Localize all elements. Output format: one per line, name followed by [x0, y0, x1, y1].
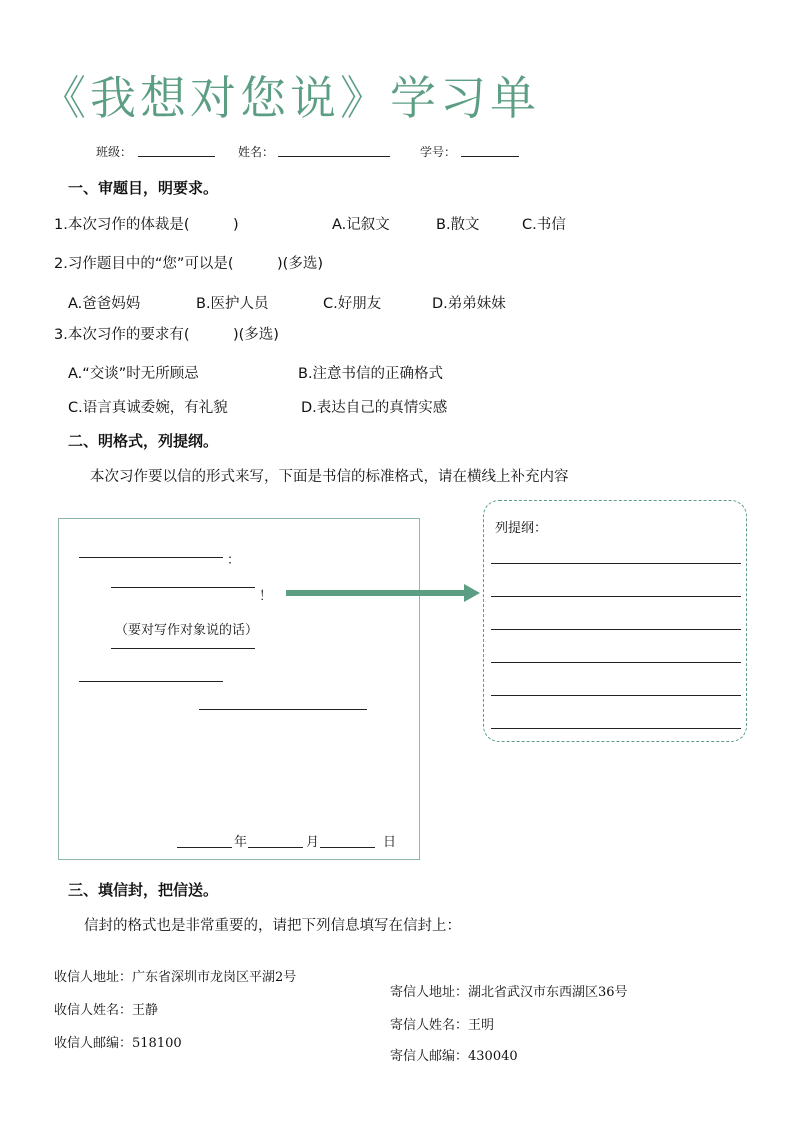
recipient-name: 收信人姓名：王静	[54, 1003, 159, 1018]
body-hint: （要对写作对象说的话）	[115, 623, 259, 638]
salutation-colon: ：	[227, 553, 241, 568]
q1-option-b: B.散文	[436, 217, 480, 233]
month-label: 月	[306, 835, 320, 850]
q2-option-c: C.好朋友	[323, 296, 382, 312]
greeting-exclaim: ！	[259, 589, 273, 604]
arrow-icon	[286, 584, 482, 604]
section3-heading: 三、填信封，把信送。	[68, 881, 219, 899]
q3-option-d: D.表达自己的真情实感	[301, 400, 448, 416]
greeting-blank[interactable]	[111, 587, 255, 588]
q2-option-a: A.爸爸妈妈	[68, 296, 141, 312]
outline-line-5[interactable]	[491, 695, 741, 696]
q3-option-b: B.注意书信的正确格式	[298, 366, 444, 382]
month-blank[interactable]	[248, 847, 303, 848]
q1-option-a: A.记叙文	[332, 217, 390, 233]
day-label: 日	[383, 835, 397, 850]
class-blank[interactable]	[138, 156, 215, 157]
salutation-blank[interactable]	[79, 557, 223, 558]
year-label: 年	[234, 835, 248, 850]
section2-intro: 本次习作要以信的形式来写，下面是书信的标准格式，请在横线上补充内容	[90, 469, 569, 485]
q3-option-c: C.语言真诚委婉，有礼貌	[68, 400, 228, 416]
q3-option-a: A.“交谈”时无所顾忌	[68, 366, 199, 382]
student-id-blank[interactable]	[461, 156, 519, 157]
sender-zip: 寄信人邮编：430040	[390, 1049, 518, 1064]
question-3: 3.本次习作的要求有( )(多选)	[54, 327, 279, 343]
year-blank[interactable]	[177, 847, 232, 848]
sender-name: 寄信人姓名：王明	[390, 1018, 495, 1033]
section1-heading: 一、审题目，明要求。	[68, 179, 219, 197]
outline-label: 列提纲：	[495, 521, 548, 536]
outline-box	[483, 500, 747, 742]
recipient-zip: 收信人邮编：518100	[54, 1036, 182, 1051]
name-label: 姓名：	[238, 145, 275, 159]
outline-line-2[interactable]	[491, 596, 741, 597]
name-blank[interactable]	[278, 156, 390, 157]
outline-line-3[interactable]	[491, 629, 741, 630]
q2-option-b: B.医护人员	[196, 296, 269, 312]
letter-format-box	[58, 518, 420, 860]
signature-blank[interactable]	[199, 709, 367, 710]
body-blank[interactable]	[111, 648, 255, 649]
page-title: 《我想对您说》学习单	[40, 71, 540, 125]
student-id-label: 学号：	[420, 145, 457, 159]
section2-heading: 二、明格式，列提纲。	[68, 432, 219, 450]
question-1: 1.本次习作的体裁是( )	[54, 217, 239, 233]
outline-line-6[interactable]	[491, 728, 741, 729]
day-blank[interactable]	[320, 847, 375, 848]
sender-address: 寄信人地址：湖北省武汉市东西湖区36号	[390, 985, 628, 1000]
outline-line-1[interactable]	[491, 563, 741, 564]
question-2: 2.习作题目中的“您”可以是( )(多选)	[54, 256, 323, 272]
outline-line-4[interactable]	[491, 662, 741, 663]
class-label: 班级：	[96, 145, 133, 159]
section3-intro: 信封的格式也是非常重要的，请把下列信息填写在信封上：	[84, 918, 461, 934]
q2-option-d: D.弟弟妹妹	[432, 296, 506, 312]
closing-blank[interactable]	[79, 681, 223, 682]
q1-option-c: C.书信	[522, 217, 566, 233]
recipient-address: 收信人地址：广东省深圳市龙岗区平湖2号	[54, 970, 297, 985]
